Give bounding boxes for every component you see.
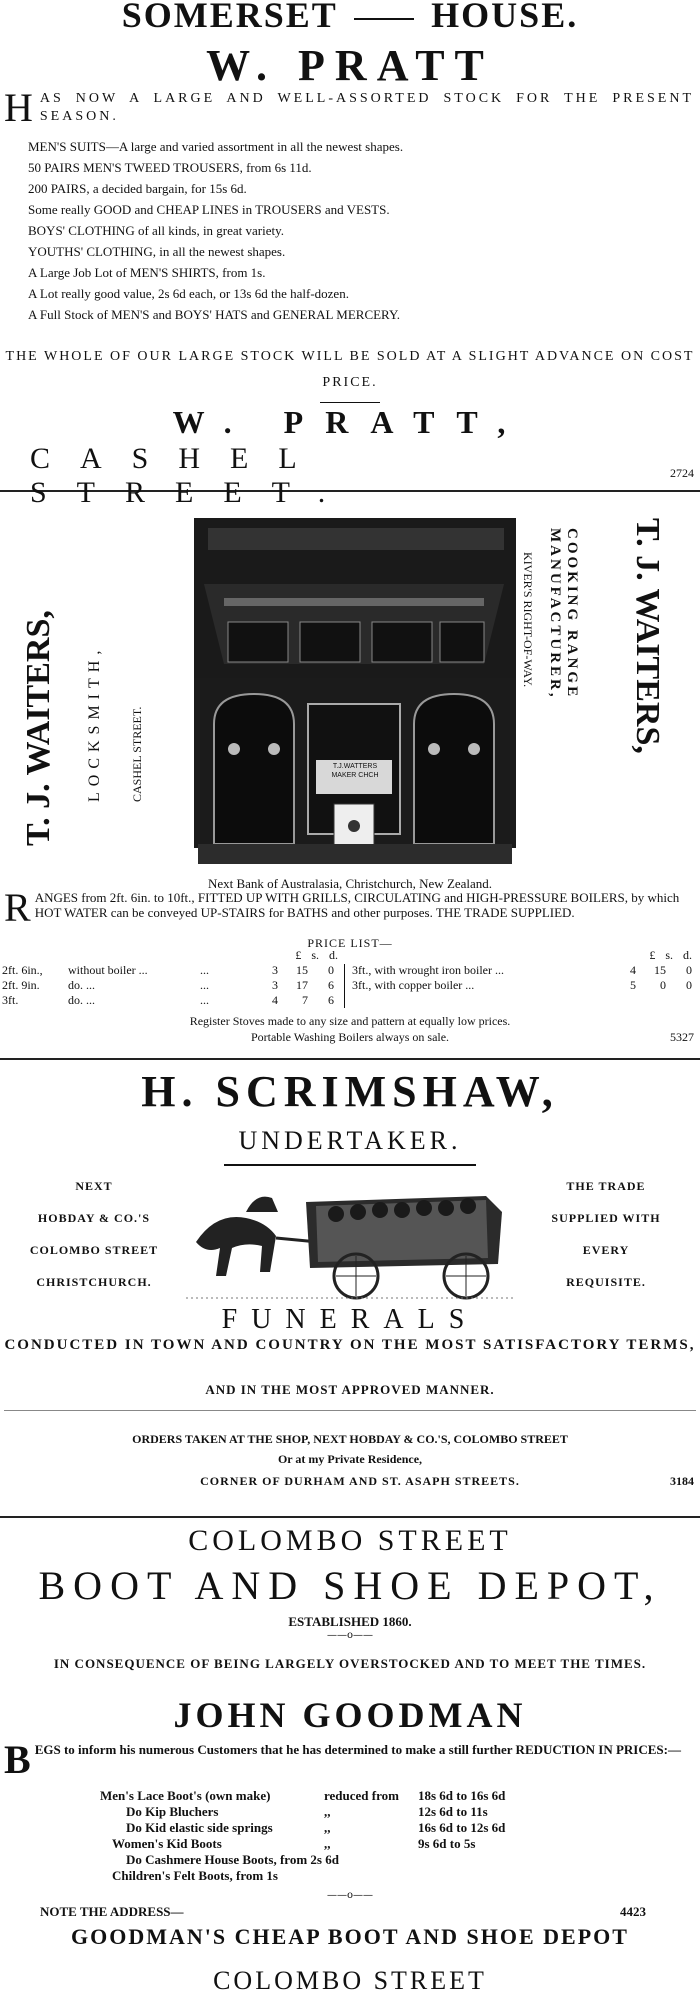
goodman-overstocked: IN CONSEQUENCE OF BEING LARGELY OVERSTOCKED AND TO MEET THE TIMES. [53,1656,647,1671]
pratt-advert [0,0,700,509]
scrimshaw-advert [0,1060,700,1516]
list-item: A Lot really good value, 2s 6d each, or 13s 6d the half-dozen. [28,286,349,301]
goodman-advert [0,1518,700,2012]
price-pounds: 3 [272,978,278,992]
trade-line: SUPPLIED WITH [551,1211,661,1225]
hearse-illustration [186,1172,516,1302]
boot-item: Do Kid elastic side springs [126,1820,273,1835]
list-item [100,1788,600,1804]
currency-shillings: s. [665,948,673,962]
scrimshaw-conducted: CONDUCTED IN TOWN AND COUNTRY ON THE MOST SATISFACTORY TERMS, [4,1337,696,1353]
price-shillings: 0 [660,978,666,992]
watters-drop-cap: R [4,885,31,930]
price-pence: 6 [328,993,334,1007]
price-list-title: PRICE LIST— [307,936,393,950]
goodman-begs-text: EGS to inform his numerous Customers that he has determined to make a still further REDUCTION IN PRICES:— [34,1742,681,1757]
price-pence: 0 [686,978,692,992]
goodman-ref-number: 4423 [620,1904,646,1919]
scrimshaw-left-address [4,1170,184,1298]
pratt-whole-stock: THE WHOLE OF OUR LARGE STOCK WILL BE SOLD AT A SLIGHT ADVANCE ON COST PRICE. [5,349,695,390]
goodman-established: ESTABLISHED 1860. [288,1614,412,1629]
boot-price: 16s 6d to 12s 6d [418,1820,506,1835]
price-pounds: 4 [272,993,278,1007]
price-row [2,993,340,1008]
price-list-left [2,948,340,1008]
price-row [2,963,340,978]
list-item: Children's Felt Boots, from 1s [112,1868,278,1883]
watters-ranges [4,885,694,930]
currency-pounds: £ [649,948,656,962]
price-dots: ... [200,993,209,1007]
price-pounds: 5 [630,978,636,992]
scrimshaw-manner: AND IN THE MOST APPROVED MANNER. [205,1382,495,1397]
price-desc: without boiler ... [68,963,148,977]
pratt-signature-name: W. PRATT, [172,404,528,440]
price-shillings: 15 [296,963,308,977]
scrimshaw-orders: ORDERS TAKEN AT THE SHOP, NEXT HOBDAY & CO.'S, COLOMBO STREET [132,1432,568,1446]
price-pounds: 4 [630,963,636,977]
trade-line: REQUISITE. [566,1275,646,1289]
goodman-drop-cap: B [4,1737,31,1782]
list-item: Some really GOOD and CHEAP LINES in TROUSERS and VESTS. [28,202,390,217]
watters-advert [0,492,700,1058]
list-item: YOUTHS' CLOTHING, in all the newest shapes. [28,244,286,259]
list-item: 200 PAIRS, a decided bargain, for 15s 6d. [28,181,247,196]
scrimshaw-private: Or at my Private Residence, [277,1452,423,1466]
somerset-house-heading [0,0,700,36]
cooking-range-illustration [184,514,524,872]
boot-price: 18s 6d to 16s 6d [418,1788,506,1803]
pratt-drop-cap: H [4,85,36,130]
pratt-stock-list [0,136,700,325]
price-desc: do. ... [68,993,95,1007]
watters-register: Register Stoves made to any size and pattern at equally low prices. [189,1014,511,1028]
currency-pence: d. [683,948,692,962]
boot-item: Do Kip Bluchers [126,1804,219,1819]
boot-price: 9s 6d to 5s [418,1836,476,1851]
watters-right-trade: COOKING RANGE MANUFACTURER, [547,528,580,700]
currency-pounds: £ [295,948,302,962]
address-line: HOBDAY & CO.'S [37,1211,151,1225]
pratt-signature-street: CASHEL STREET. [30,442,356,509]
pratt-intro-text: AS NOW A LARGE AND WELL-ASSORTED STOCK FOR THE PRESENT SEASON. [39,91,694,124]
watters-left-street: CASHEL STREET. [130,706,144,802]
goodman-name: JOHN GOODMAN [173,1695,527,1735]
boot-item: Men's Lace Boot's (own make) [100,1788,271,1803]
price-pence: 6 [328,978,334,992]
price-pounds: 3 [272,963,278,977]
price-list-right [352,948,696,993]
boot-price: 12s 6d to 11s [418,1804,488,1819]
price-row [352,963,696,978]
scrimshaw-right-trade [516,1170,696,1298]
list-item: A Large Job Lot of MEN'S SHIRTS, from 1s. [28,265,266,280]
boot-mark: ,, [324,1836,331,1851]
boot-mark: reduced from [324,1788,399,1803]
address-line: COLOMBO STREET [29,1243,159,1257]
goodman-cheap-depot: GOODMAN'S CHEAP BOOT AND SHOE DEPOT [71,1924,629,1949]
goodman-note: NOTE THE ADDRESS— [40,1904,184,1919]
watters-left-name: T. J. WAITERS, [20,610,57,846]
scrimshaw-corner: CORNER OF DURHAM AND ST. ASAPH STREETS. [200,1474,520,1488]
scrimshaw-ref-number: 3184 [670,1474,694,1488]
boot-item: Women's Kid Boots [112,1836,222,1851]
goodman-depot-heading: BOOT AND SHOE DEPOT, [38,1563,662,1608]
price-row [2,978,340,993]
price-shillings: 17 [296,978,308,992]
price-shillings: 7 [302,993,308,1007]
price-size: 3ft. [2,993,19,1007]
scrimshaw-name: H. SCRIMSHAW, [141,1067,559,1116]
price-dots: ... [200,978,209,992]
goodman-colombo-footer: COLOMBO STREET [213,1966,487,1995]
price-row [352,978,696,993]
list-item [100,1820,600,1836]
list-item: 50 PAIRS MEN'S TWEED TROUSERS, from 6s 11d. [28,160,312,175]
reduction-list [100,1788,600,1884]
price-size: 2ft. 9in. [2,978,40,992]
price-desc: 3ft., with wrought iron boiler ... [352,963,504,977]
list-item [100,1804,600,1820]
watters-right-name: T. J. WAITERS, [629,518,666,754]
pratt-intro [4,85,694,130]
watters-ref-number: 5327 [670,1030,694,1044]
somerset-word: SOMERSET [121,0,338,35]
watters-portable: Portable Washing Boilers always on sale. [250,1030,450,1044]
price-dots: ... [200,963,209,977]
pratt-name: W. PRATT [206,41,494,90]
range-plate-line-1: T.J.WATTERS [332,763,378,770]
currency-shillings: s. [311,948,319,962]
watters-ranges-text: ANGES from 2ft. 6in. to 10ft., FITTED UP WITH GRILLS, CIRCULATING and HIGH-PRESSURE BOILERS, by which HOT WATER can be conveyed UP-STAIRS for BATHS and other purposes. THE TRADE SUPPLIED. [34,890,680,920]
scrimshaw-trade: UNDERTAKER. [238,1126,462,1155]
funerals-heading: FUNERALS [221,1304,479,1335]
trade-line: THE TRADE [566,1179,646,1193]
price-pence: 0 [328,963,334,977]
list-item: MEN'S SUITS—A large and varied assortment in all the newest shapes. [28,139,404,154]
goodman-street-heading: COLOMBO STREET [188,1524,512,1557]
goodman-divider-2: ——o—— [326,1890,374,1901]
trade-line: EVERY [582,1243,630,1257]
watters-right-place: KIVER'S RIGHT-OF-WAY. [521,552,535,688]
boot-mark: ,, [324,1804,331,1819]
watters-left-trade: LOCKSMITH, [86,644,103,802]
goodman-begs [4,1737,694,1782]
house-word: HOUSE. [431,0,579,35]
address-line: NEXT [75,1179,113,1193]
list-item: BOYS' CLOTHING of all kinds, in great variety. [28,223,285,238]
price-size: 2ft. 6in., [2,963,43,977]
pratt-ref-number: 2724 [670,466,694,480]
list-item: Do Cashmere House Boots, from 2s 6d [126,1852,339,1867]
range-plate [320,762,390,780]
list-item [100,1836,600,1852]
price-desc: do. ... [68,978,95,992]
price-desc: 3ft., with copper boiler ... [352,978,475,992]
price-pence: 0 [686,963,692,977]
address-line: CHRISTCHURCH. [36,1275,152,1289]
list-item: A Full Stock of MEN'S and BOYS' HATS and GENERAL MERCERY. [28,307,400,322]
watters-location: Next Bank of Australasia, Christchurch, New Zealand. [207,876,493,891]
range-plate-line-2: MAKER CHCH [331,772,379,779]
boot-mark: ,, [324,1820,331,1835]
price-shillings: 15 [654,963,666,977]
currency-pence: d. [329,948,338,962]
goodman-divider: ——o—— [326,1630,374,1641]
